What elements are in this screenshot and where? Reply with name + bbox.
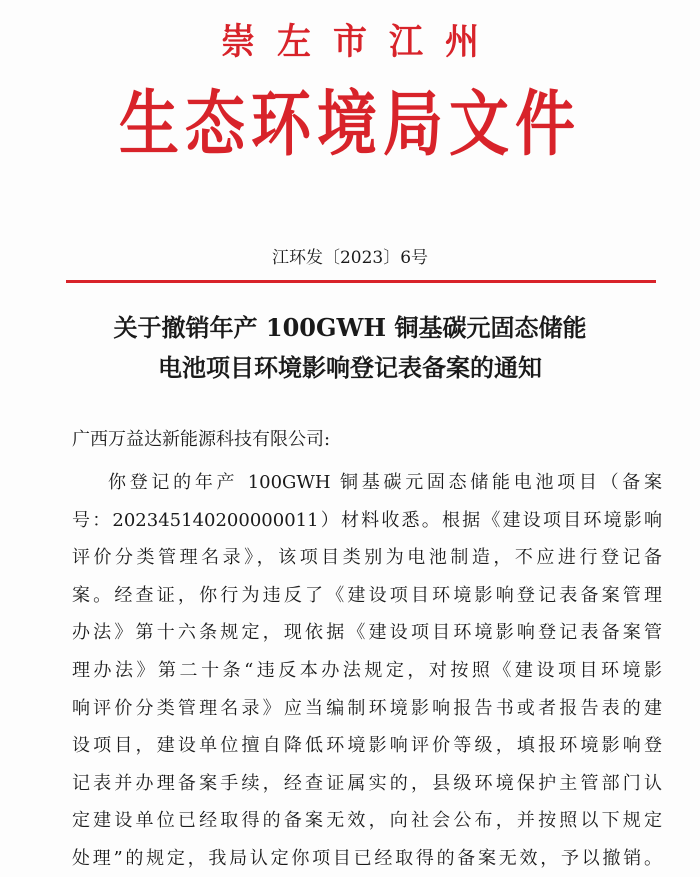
body-line: 记表并办理备案手续，经查证属实的，县级环境保护主管部门认 bbox=[72, 772, 662, 794]
issuer-name-line1: 崇左市江州 bbox=[221, 21, 501, 63]
body-line: 处理”的规定，我局认定你项目已经取得的备案无效，予以撤销。 bbox=[72, 847, 662, 869]
salutation: 广西万益达新能源科技有限公司: bbox=[72, 429, 331, 450]
body-line: 定建设单位已经取得的备案无效，向社会公布，并按照以下规定 bbox=[72, 810, 662, 832]
body-line: 办法》第十六条规定，现依据《建设项目环境影响登记表备案管 bbox=[72, 622, 662, 644]
issuer-name-line2: 生态环境局文件 bbox=[119, 83, 581, 167]
body-line: 评价分类管理名录》，该项目类别为电池制造，不应进行登记备 bbox=[72, 547, 662, 569]
body-line: 号：202345140200000011）材料收悉。根据《建设项目环境影响 bbox=[72, 509, 662, 531]
body-text bbox=[72, 464, 662, 878]
body-line: 设项目，建设单位擅自降低环境影响评价等级，填报环境影响登 bbox=[72, 735, 662, 757]
notice-title-line1: 关于撤销年产 100GWH 铜基碳元固态储能 bbox=[113, 313, 587, 342]
body-line: 理办法》第二十条“违反本办法规定，对按照《建设项目环境影 bbox=[72, 659, 662, 681]
document-number: 江环发〔2023〕6号 bbox=[271, 248, 429, 268]
red-header-rule bbox=[66, 280, 656, 283]
notice-title bbox=[40, 308, 660, 388]
body-line: 你登记的年产 100GWH 铜基碳元固态储能电池项目（备案 bbox=[108, 472, 662, 493]
body-line: 响评价分类管理名录》应当编制环境影响报告书或者报告表的建 bbox=[72, 697, 662, 719]
body-line: 案。经查证，你行为违反了《建设项目环境影响登记表备案管理 bbox=[72, 584, 662, 606]
notice-title-line2: 电池项目环境影响登记表备案的通知 bbox=[158, 353, 542, 382]
